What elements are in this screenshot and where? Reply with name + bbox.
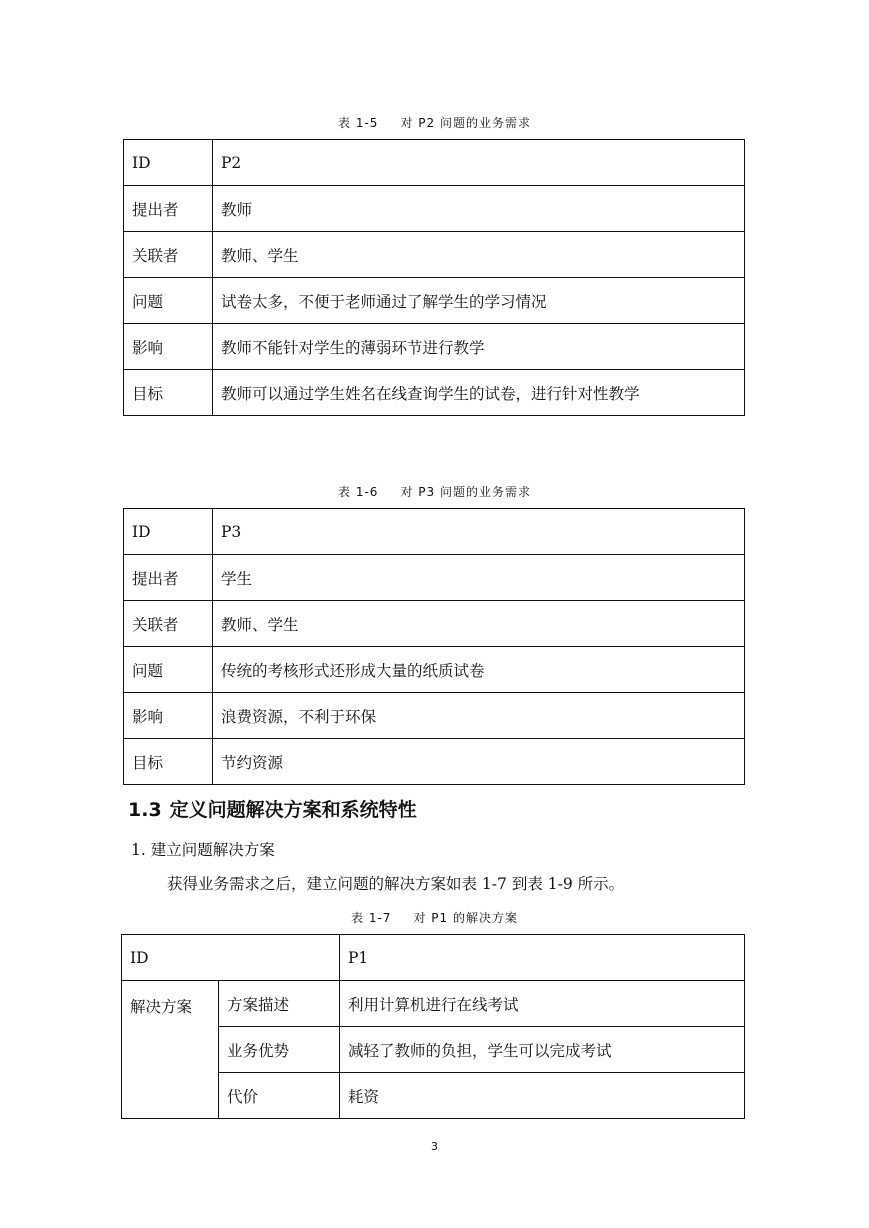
row-key: 代价 <box>219 1073 340 1119</box>
row-value: 教师可以通过学生姓名在线查询学生的试卷，进行针对性教学 <box>213 370 745 416</box>
table-caption <box>0 114 869 131</box>
row-value: 耗资 <box>340 1073 745 1119</box>
table-row <box>124 647 745 693</box>
row-key: 问题 <box>124 278 213 324</box>
row-value: 减轻了教师的负担，学生可以完成考试 <box>340 1027 745 1073</box>
id-value: P1 <box>340 935 745 981</box>
table-row <box>124 370 745 416</box>
row-key: ID <box>124 509 213 555</box>
row-key: 目标 <box>124 739 213 785</box>
table-caption <box>0 483 869 500</box>
section-title: 定义问题解决方案和系统特性 <box>169 799 417 821</box>
caption-number: 表 1-6 <box>338 485 379 499</box>
table-caption <box>0 909 869 926</box>
row-key: 方案描述 <box>219 981 340 1027</box>
row-key: 影响 <box>124 324 213 370</box>
group-label: 解决方案 <box>122 981 219 1119</box>
table-row <box>122 981 745 1027</box>
caption-text: 对 P3 问题的业务需求 <box>400 485 531 499</box>
row-key: 提出者 <box>124 555 213 601</box>
caption-number: 表 1-7 <box>351 911 392 925</box>
row-value: 学生 <box>213 555 745 601</box>
page-number: 3 <box>431 1140 438 1153</box>
table-row <box>124 324 745 370</box>
section-number: 1.3 <box>128 799 162 821</box>
row-key: 业务优势 <box>219 1027 340 1073</box>
row-value: 传统的考核形式还形成大量的纸质试卷 <box>213 647 745 693</box>
list-item: 1. 建立问题解决方案 <box>131 841 275 859</box>
row-value: 浪费资源，不利于环保 <box>213 693 745 739</box>
table-row <box>124 186 745 232</box>
body-paragraph: 获得业务需求之后，建立问题的解决方案如表 1-7 到表 1-9 所示。 <box>167 875 625 893</box>
table-row <box>124 278 745 324</box>
row-key: 关联者 <box>124 601 213 647</box>
table-row <box>124 140 745 186</box>
row-key: 问题 <box>124 647 213 693</box>
table-row <box>124 693 745 739</box>
table-row <box>124 232 745 278</box>
row-value: 教师不能针对学生的薄弱环节进行教学 <box>213 324 745 370</box>
row-value: 教师 <box>213 186 745 232</box>
requirement-table-p2 <box>123 139 745 416</box>
row-key: 提出者 <box>124 186 213 232</box>
caption-text: 对 P1 的解决方案 <box>413 911 518 925</box>
caption-number: 表 1-5 <box>338 116 379 130</box>
row-key: 影响 <box>124 693 213 739</box>
row-key: 目标 <box>124 370 213 416</box>
table-row <box>124 509 745 555</box>
row-value: P3 <box>213 509 745 555</box>
row-key: 关联者 <box>124 232 213 278</box>
row-value: 教师、学生 <box>213 601 745 647</box>
table-row <box>124 739 745 785</box>
table-row <box>124 601 745 647</box>
id-label: ID <box>122 935 340 981</box>
row-value: 利用计算机进行在线考试 <box>340 981 745 1027</box>
table-row <box>122 935 745 981</box>
requirement-table-p3 <box>123 508 745 785</box>
row-value: 试卷太多，不便于老师通过了解学生的学习情况 <box>213 278 745 324</box>
row-value: P2 <box>213 140 745 186</box>
table-row <box>124 555 745 601</box>
row-key: ID <box>124 140 213 186</box>
solution-table-p1 <box>121 934 745 1119</box>
caption-text: 对 P2 问题的业务需求 <box>400 116 531 130</box>
row-value: 节约资源 <box>213 739 745 785</box>
row-value: 教师、学生 <box>213 232 745 278</box>
section-heading <box>128 795 417 822</box>
